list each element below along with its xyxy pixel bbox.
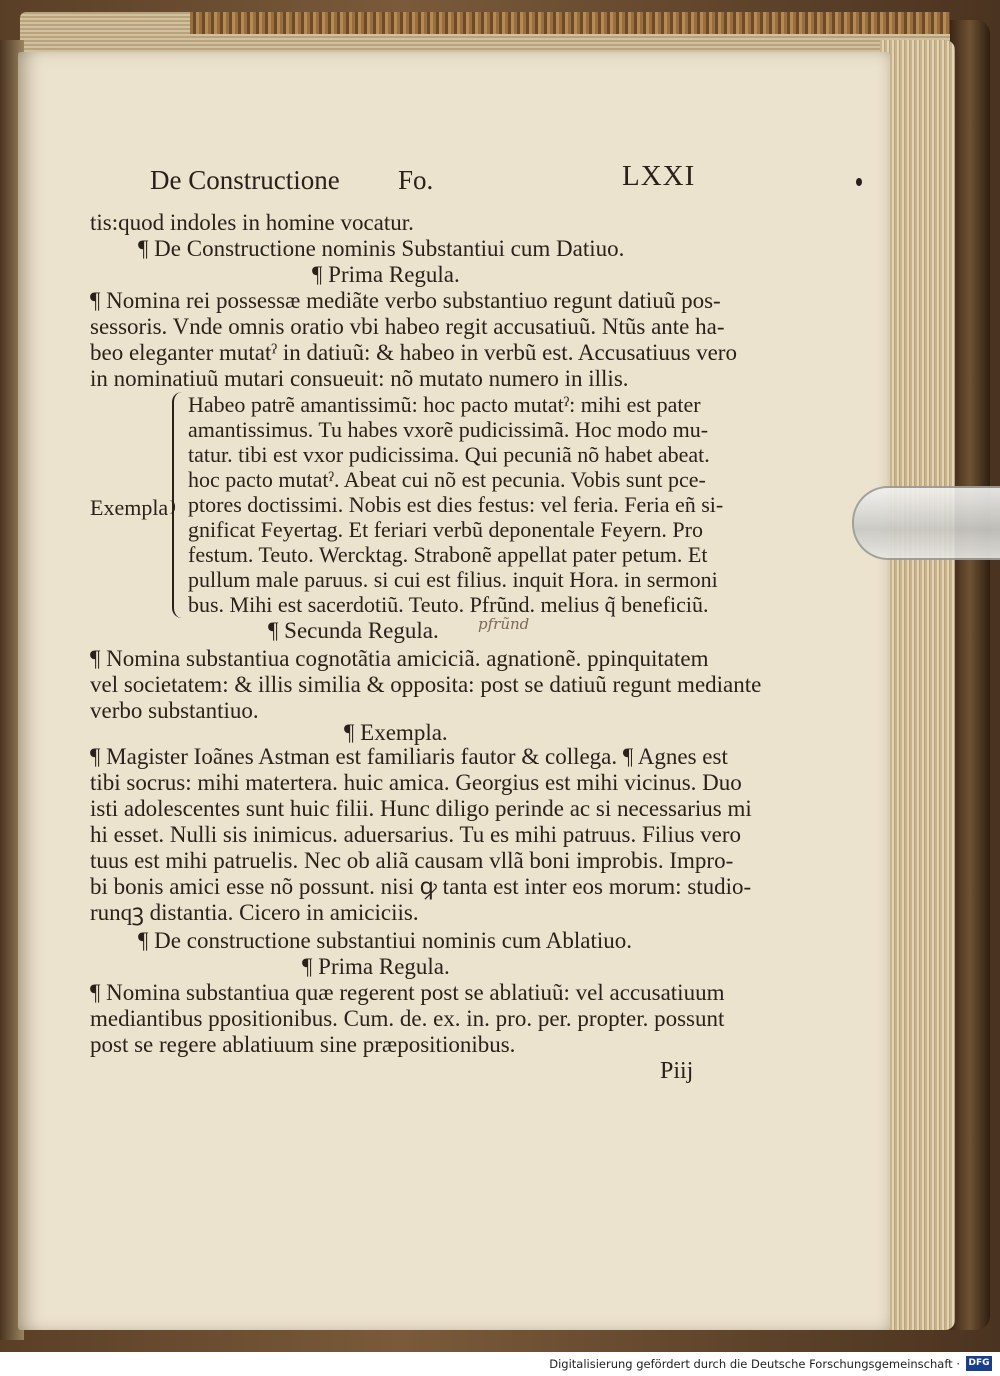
example-line: festum. Teuto. Wercktag. Strabonẽ appellat pater petum. Et — [188, 542, 708, 567]
text-line: tibi socrus: mihi matertera. huic amica. Georgius est mihi vicinus. Duo — [90, 770, 742, 795]
funding-credit: Digitalisierung gefördert durch die Deutsche Forschungsgemeinschaft · — [549, 1357, 960, 1371]
dfg-logo: DFG — [966, 1356, 992, 1371]
ink-dot — [856, 178, 862, 186]
example-line: bus. Mihi est sacerdotiũ. Teuto. Pfrũnd. melius q̃ beneficiũ. — [188, 592, 709, 617]
text-line: vel societatem: & illis similia & opposita: post se datiuũ regunt mediante — [90, 672, 762, 697]
text-line: ¶ Nomina substantiua cognotãtia amiciciã. agnationẽ. ppinquitatem — [90, 646, 709, 671]
exempla-label: Exempla — [90, 495, 169, 520]
example-line: pullum male paruus. si cui est filius. inquit Hora. in sermoni — [188, 567, 718, 592]
book-binding — [950, 20, 990, 1330]
rule-heading: ¶ Prima Regula. — [312, 262, 460, 287]
folio-label: Fo. — [398, 165, 434, 195]
text-line: post se regere ablatiuum sine præpositionibus. — [90, 1032, 516, 1057]
text-line: hi esset. Nulli sis inimicus. aduersarius. Tu es mihi patruus. Filius vero — [90, 822, 742, 847]
example-line: amantissimus. Tu habes vxorẽ pudicissimã. Hoc modo mu- — [188, 417, 709, 442]
exempla-heading: ¶ Exempla. — [344, 720, 448, 745]
brace-point — [163, 500, 175, 514]
rule-heading: ¶ Secunda Regula. — [268, 618, 439, 643]
text-line: mediantibus ppositionibus. Cum. de. ex. in. pro. per. propter. possunt — [90, 1006, 725, 1031]
text-line: sessoris. Vnde omnis oratio vbi habeo regit accusatiuũ. Ntũs ante ha- — [90, 314, 725, 339]
page-edges-side — [880, 40, 955, 1330]
text-line: in nominatiuũ mutari consueuit: nõ mutato numero in illis. — [90, 366, 629, 391]
example-line: Habeo patrẽ amantissimũ: hoc pacto mutatˀ: mihi est pater — [188, 392, 701, 417]
folio-number: LXXI — [622, 160, 696, 192]
page-edges-gilt — [190, 12, 950, 34]
text-line: isti adolescentes sunt huic filii. Hunc diligo perinde ac si necessarius mi — [90, 796, 752, 821]
example-line: hoc pacto mutatˀ. Abeat cui nõ est pecunia. Vobis sunt pce- — [188, 467, 706, 492]
handwritten-annotation: pfrũnd — [478, 615, 530, 633]
text-line: tis:quod indoles in homine vocatur. — [90, 210, 414, 235]
running-head: De Constructione — [150, 165, 340, 195]
page-clip — [852, 486, 1000, 560]
section-heading: ¶ De constructione substantiui nominis cum Ablatiuo. — [138, 928, 633, 953]
text-line: verbo substantiuo. — [90, 698, 259, 723]
text-line: bi bonis amici esse nõ possunt. nisi ꝙ tanta est inter eos morum: studio- — [90, 874, 752, 899]
text-line: ¶ Nomina rei possessæ mediãte verbo substantiuo regunt datiuũ pos- — [90, 288, 721, 313]
section-heading: ¶ De Constructione nominis Substantiui cum Datiuo. — [138, 236, 625, 261]
text-line: tuus est mihi patruelis. Nec ob aliã causam vllã boni improbis. Impro- — [90, 848, 734, 873]
signature-mark: Piij — [660, 1058, 694, 1084]
text-line: beo eleganter mutatˀ in datiuũ: & habeo in verbũ est. Accusatiuus vero — [90, 340, 737, 365]
example-line: tatur. tibi est vxor pudicissima. Qui pecuniã nõ habet abeat. — [188, 442, 710, 467]
text-line: ¶ Nomina substantiua quæ regerent post se ablatiuũ: vel accusatiuum — [90, 980, 725, 1005]
rule-heading: ¶ Prima Regula. — [302, 954, 450, 979]
text-line: ¶ Magister Ioãnes Astman est familiaris fautor & collega. ¶ Agnes est — [90, 744, 728, 769]
footer-bar — [0, 1352, 1000, 1376]
text-line: runqꝫ distantia. Cicero in amiciciis. — [90, 900, 419, 925]
example-line: ptores doctissimi. Nobis est dies festus: vel feria. Feria eñ si- — [188, 492, 724, 517]
example-line: gnificat Feyertag. Et feriari verbũ deponentale Feyern. Pro — [188, 517, 703, 542]
